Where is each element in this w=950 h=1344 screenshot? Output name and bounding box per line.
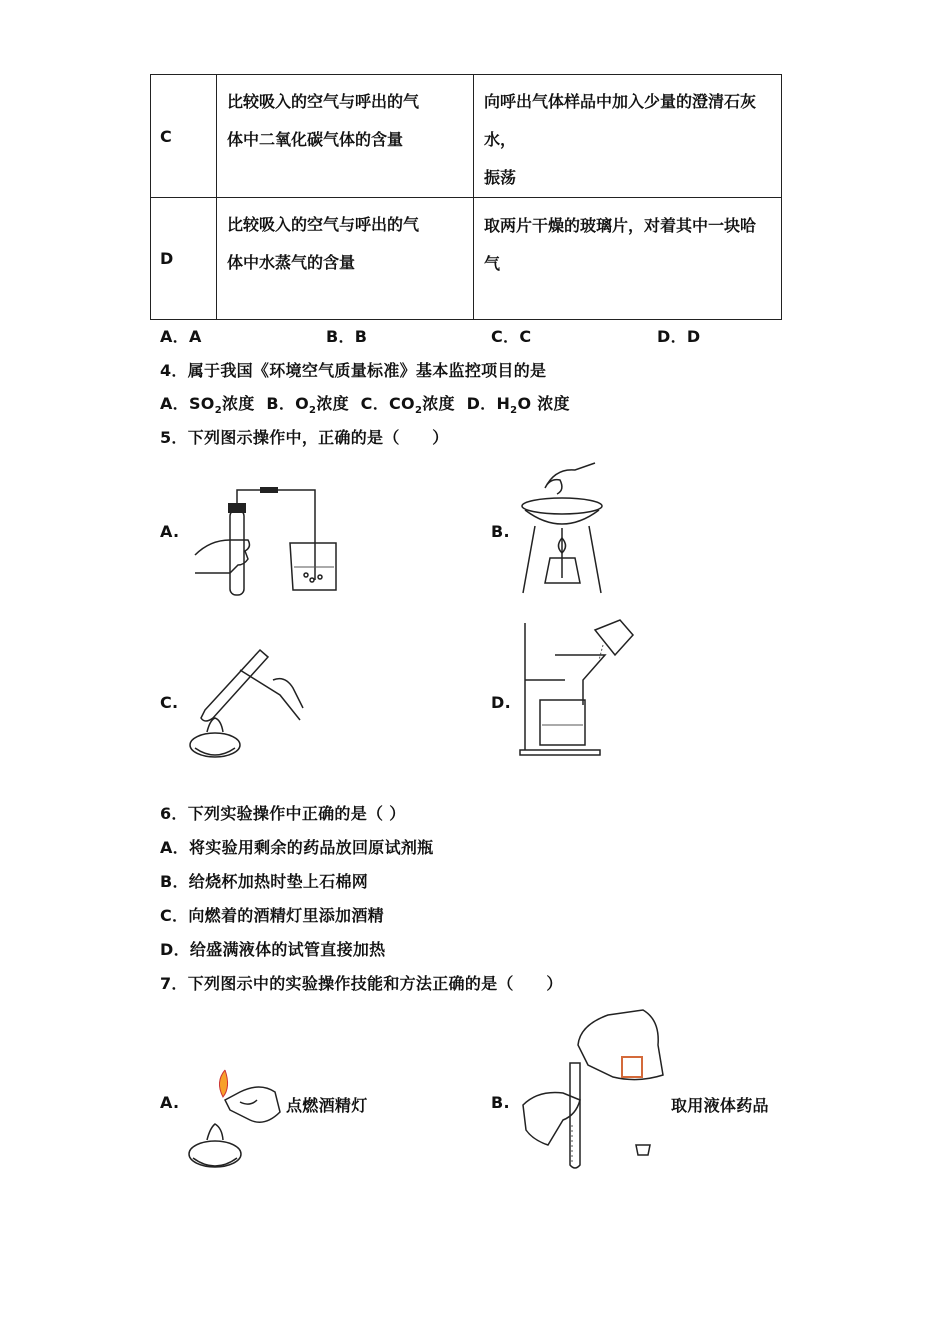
q5-label-b: B. — [491, 522, 510, 541]
q7-caption-a: 点燃酒精灯 — [286, 1096, 368, 1115]
table-row — [151, 198, 782, 320]
alcohol-lamp-lighting-illustration — [185, 1062, 285, 1170]
q6-option-d: D．给盛满液体的试管直接加热 — [160, 940, 386, 959]
q6-option-a: A．将实验用剩余的药品放回原试剂瓶 — [160, 838, 434, 857]
q5-label-a: A. — [160, 522, 180, 541]
option-b: B．B — [326, 327, 368, 346]
purpose-cell: 比较吸入的空气与呼出的气 体中二氧化碳气体的含量 — [217, 75, 474, 198]
q7-label-a: A. — [160, 1093, 180, 1112]
purpose-cell: 比较吸入的空气与呼出的气 体中水蒸气的含量 — [217, 198, 474, 320]
q5-label-c: C. — [160, 693, 179, 712]
question-4-stem: 4．属于我国《环境空气质量标准》基本监控项目的是 — [160, 361, 547, 380]
option-c: C．C — [491, 327, 532, 346]
q6-option-b: B．给烧杯加热时垫上石棉网 — [160, 872, 369, 891]
q4-options: A．$SO_2$浓度 B．$O_2$浓度 C．$CO_2$浓度 D．$H_2O$ 浓度 — [160, 394, 570, 417]
question-5-stem: 5．下列图示操作中，正确的是（ ） — [160, 428, 449, 447]
q7-label-b: B. — [491, 1093, 510, 1112]
q6-option-c: C．向燃着的酒精灯里添加酒精 — [160, 906, 384, 925]
airtightness-check-illustration — [190, 485, 350, 600]
q7-caption-b: 取用液体药品 — [671, 1096, 769, 1115]
row-label: C — [151, 75, 217, 198]
heating-test-tube-illustration — [185, 640, 310, 765]
method-cell: 取两片干燥的玻璃片，对着其中一块哈气 — [474, 198, 782, 320]
filtration-illustration — [515, 615, 640, 760]
option-a: A．A — [160, 327, 202, 346]
evaporating-dish-illustration — [515, 458, 610, 598]
question-7-stem: 7．下列图示中的实验操作技能和方法正确的是（ ） — [160, 974, 563, 993]
q5-label-d: D. — [491, 693, 511, 712]
experiment-table — [150, 74, 782, 320]
table-row — [151, 75, 782, 198]
method-cell: 向呼出气体样品中加入少量的澄清石灰水， 振荡 — [474, 75, 782, 198]
question-6-stem: 6．下列实验操作中正确的是（ ） — [160, 804, 406, 823]
row-label: D — [151, 198, 217, 320]
option-d: D．D — [657, 327, 701, 346]
pouring-liquid-illustration — [518, 1005, 668, 1175]
